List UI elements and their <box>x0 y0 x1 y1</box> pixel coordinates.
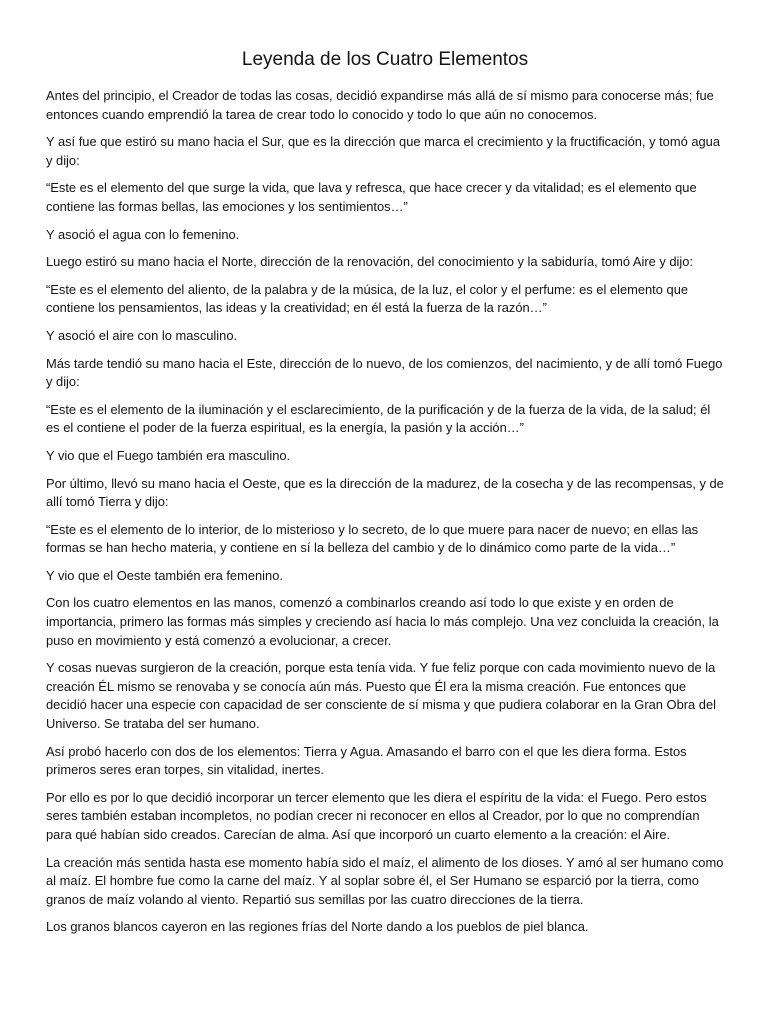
paragraph: Luego estiró su mano hacia el Norte, dirección de la renovación, del conocimiento y la sabiduría, tomó Aire y dijo: <box>46 254 694 270</box>
paragraph: Los granos blancos cayeron en las regiones frías del Norte dando a los pueblos de piel blanca. <box>46 919 589 935</box>
paragraph: Con los cuatro elementos en las manos, comenzó a combinarlos creando así todo lo que existe y en orden de importancia, primero las formas más simples y creciendo así hacia lo más complejo. Una vez concluida la creación, la puso en movimiento y está comenzó a evolucionar, a crecer. <box>46 595 719 648</box>
paragraph: Por ello es por lo que decidió incorporar un tercer elemento que les diera el espíritu de la vida: el Fuego. Pero estos seres también estaban incompletos, no podían crecer ni reconocer en ellos al Creador, por lo que no comprendían para qué habían sido creados. Carecían de alma. Así que incorporó un cuarto elemento a la creación: el Aire. <box>46 789 707 842</box>
paragraph: “Este es el elemento de la iluminación y el esclarecimiento, de la purificación y de la fuerza de la vida, de la salud; él es el contiene el poder de la fuerza espiritual, es la energía, la pasión y la acción…” <box>46 401 711 436</box>
paragraph: “Este es el elemento del aliento, de la palabra y de la música, de la luz, el color y el perfume: es el elemento que contiene los pensamientos, las ideas y la creatividad; en él está la fuerza de la razón…” <box>46 281 689 316</box>
paragraph: Así probó hacerlo con dos de los elementos: Tierra y Agua. Amasando el barro con el que les diera forma. Estos primeros seres eran torpes, sin vitalidad, inertes. <box>46 743 687 778</box>
document-title: Leyenda de los Cuatro Elementos <box>241 49 529 70</box>
paragraph: Y cosas nuevas surgieron de la creación, porque esta tenía vida. Y fue feliz porque con cada movimiento nuevo de la creación ÉL mismo se renovaba y se conocía aún más. Puesto que Él era la misma creación. Fue entonces que decidió hacer una especie con capacidad de ser consciente de sí misma y que pudiera colaborar en la Gran Obra del Universo. Se trataba del ser humano. <box>46 660 716 732</box>
paragraph: Antes del principio, el Creador de todas las cosas, decidió expandirse más allá de sí mismo para conocerse más; fue entonces cuando emprendió la tarea de crear todo lo conocido y todo lo que aún no conocemos. <box>46 88 714 122</box>
paragraph: La creación más sentida hasta ese momento había sido el maíz, el alimento de los dioses. Y amó al ser humano como al maíz. El hombre fue como la carne del maíz. Y al soplar sobre él, el Ser Humano se esparció por la tierra, como granos de maíz volando al viento. Repartió sus semillas por las cuatro direcciones de la tierra. <box>46 854 724 907</box>
paragraph: Y asoció el aire con lo masculino. <box>46 327 238 343</box>
paragraph: Más tarde tendió su mano hacia el Este, dirección de lo nuevo, de los comienzos, del nacimiento, y de allí tomó Fuego y dijo: <box>46 355 723 390</box>
paragraph: Y vio que el Fuego también era masculino. <box>46 447 291 463</box>
paragraph: Por último, llevó su mano hacia el Oeste, que es la dirección de la madurez, de la cosecha y de las recompensas, y de allí tomó Tierra y dijo: <box>46 475 724 510</box>
document-body <box>46 87 724 937</box>
paragraph: Y vio que el Oeste también era femenino. <box>46 567 283 583</box>
paragraph: Y asoció el agua con lo femenino. <box>46 226 240 242</box>
paragraph: Y así fue que estiró su mano hacia el Sur, que es la dirección que marca el crecimiento y la fructificación, y tomó agua y dijo: <box>46 134 721 168</box>
paragraph: “Este es el elemento del que surge la vida, que lava y refresca, que hace crecer y da vitalidad; es el elemento que contiene las formas bellas, las emociones y los sentimientos…” <box>46 180 697 214</box>
paragraph: “Este es el elemento de lo interior, de lo misterioso y lo secreto, de lo que muere para nacer de nuevo; en ellas las formas se han hecho materia, y contiene en sí la belleza del cambio y de lo dinámico como parte de la vida…” <box>46 521 699 556</box>
